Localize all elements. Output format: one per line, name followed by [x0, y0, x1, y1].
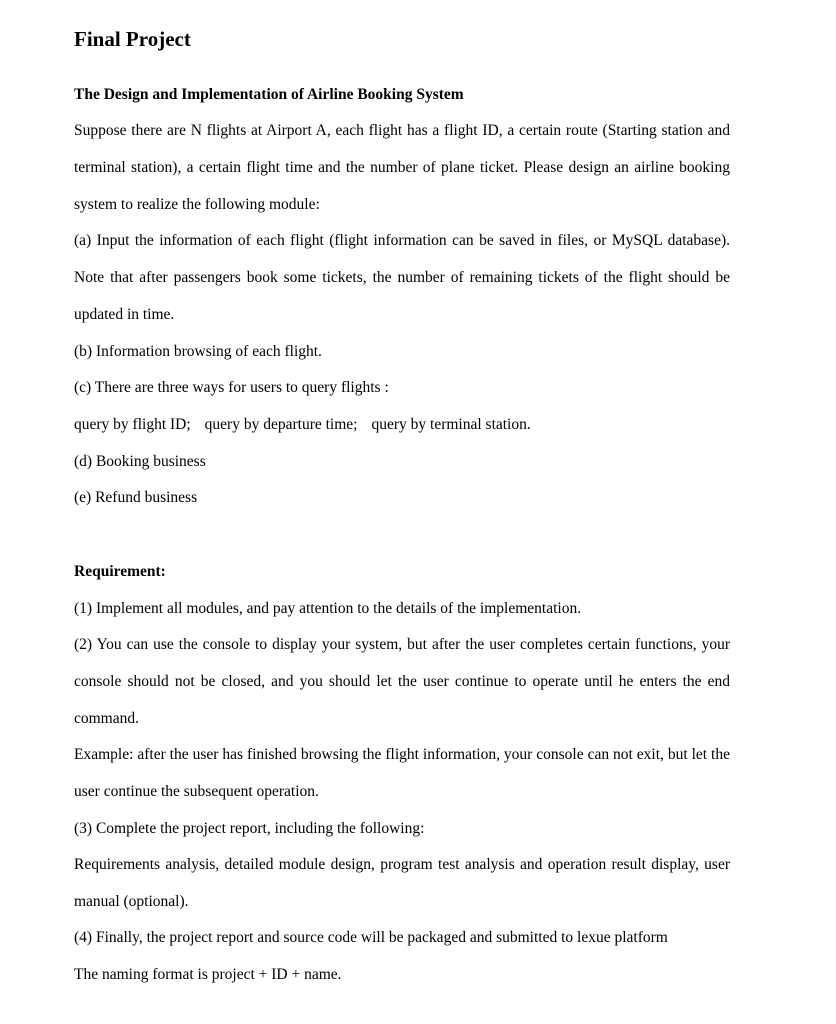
- requirement-1-line: (1) Implement all modules, and pay attention to the details of the implementation.: [74, 600, 582, 617]
- intro-paragraph: Suppose there are N flights at Airport A, each flight has a flight ID, a certain route (Starting station and terminal station), a certain flight time and the number of plane ticket. Please design an airline booking system to realize the following module:: [74, 122, 730, 213]
- requirement-3-detail-paragraph: Requirements analysis, detailed module design, program test analysis and operation result display, user manual (optional).: [74, 856, 730, 910]
- query-by-id: query by flight ID;: [74, 416, 191, 433]
- module-c-line: (c) There are three ways for users to query flights :: [74, 379, 389, 396]
- requirement-2-paragraph: (2) You can use the console to display your system, but after the user completes certain functions, your console should not be closed, and you should let the user continue to operate until he enters the end command.: [74, 636, 730, 727]
- requirement-heading: Requirement:: [74, 563, 166, 580]
- module-e-line: (e) Refund business: [74, 489, 198, 506]
- module-d-line: (d) Booking business: [74, 453, 206, 470]
- requirement-3-line: (3) Complete the project report, including the following:: [74, 820, 425, 837]
- naming-format-line: The naming format is project + ID + name.: [74, 966, 342, 983]
- example-paragraph: Example: after the user has finished browsing the flight information, your console can not exit, but let the user continue the subsequent operation.: [74, 746, 730, 800]
- query-ways-line: [74, 416, 531, 434]
- module-b-line: (b) Information browsing of each flight.: [74, 343, 322, 360]
- project-subtitle: The Design and Implementation of Airline Booking System: [74, 86, 464, 103]
- module-a-paragraph: (a) Input the information of each flight (flight information can be saved in files, or MySQL database). Note that after passengers book some tickets, the number of remaining tickets of the flight should be updated in time.: [74, 232, 730, 323]
- query-by-departure-time: query by departure time;: [204, 416, 358, 433]
- page-title: Final Project: [74, 27, 191, 51]
- requirement-4-line: (4) Finally, the project report and source code will be packaged and submitted to lexue platform: [74, 929, 668, 946]
- query-by-terminal-station: query by terminal station.: [371, 416, 531, 433]
